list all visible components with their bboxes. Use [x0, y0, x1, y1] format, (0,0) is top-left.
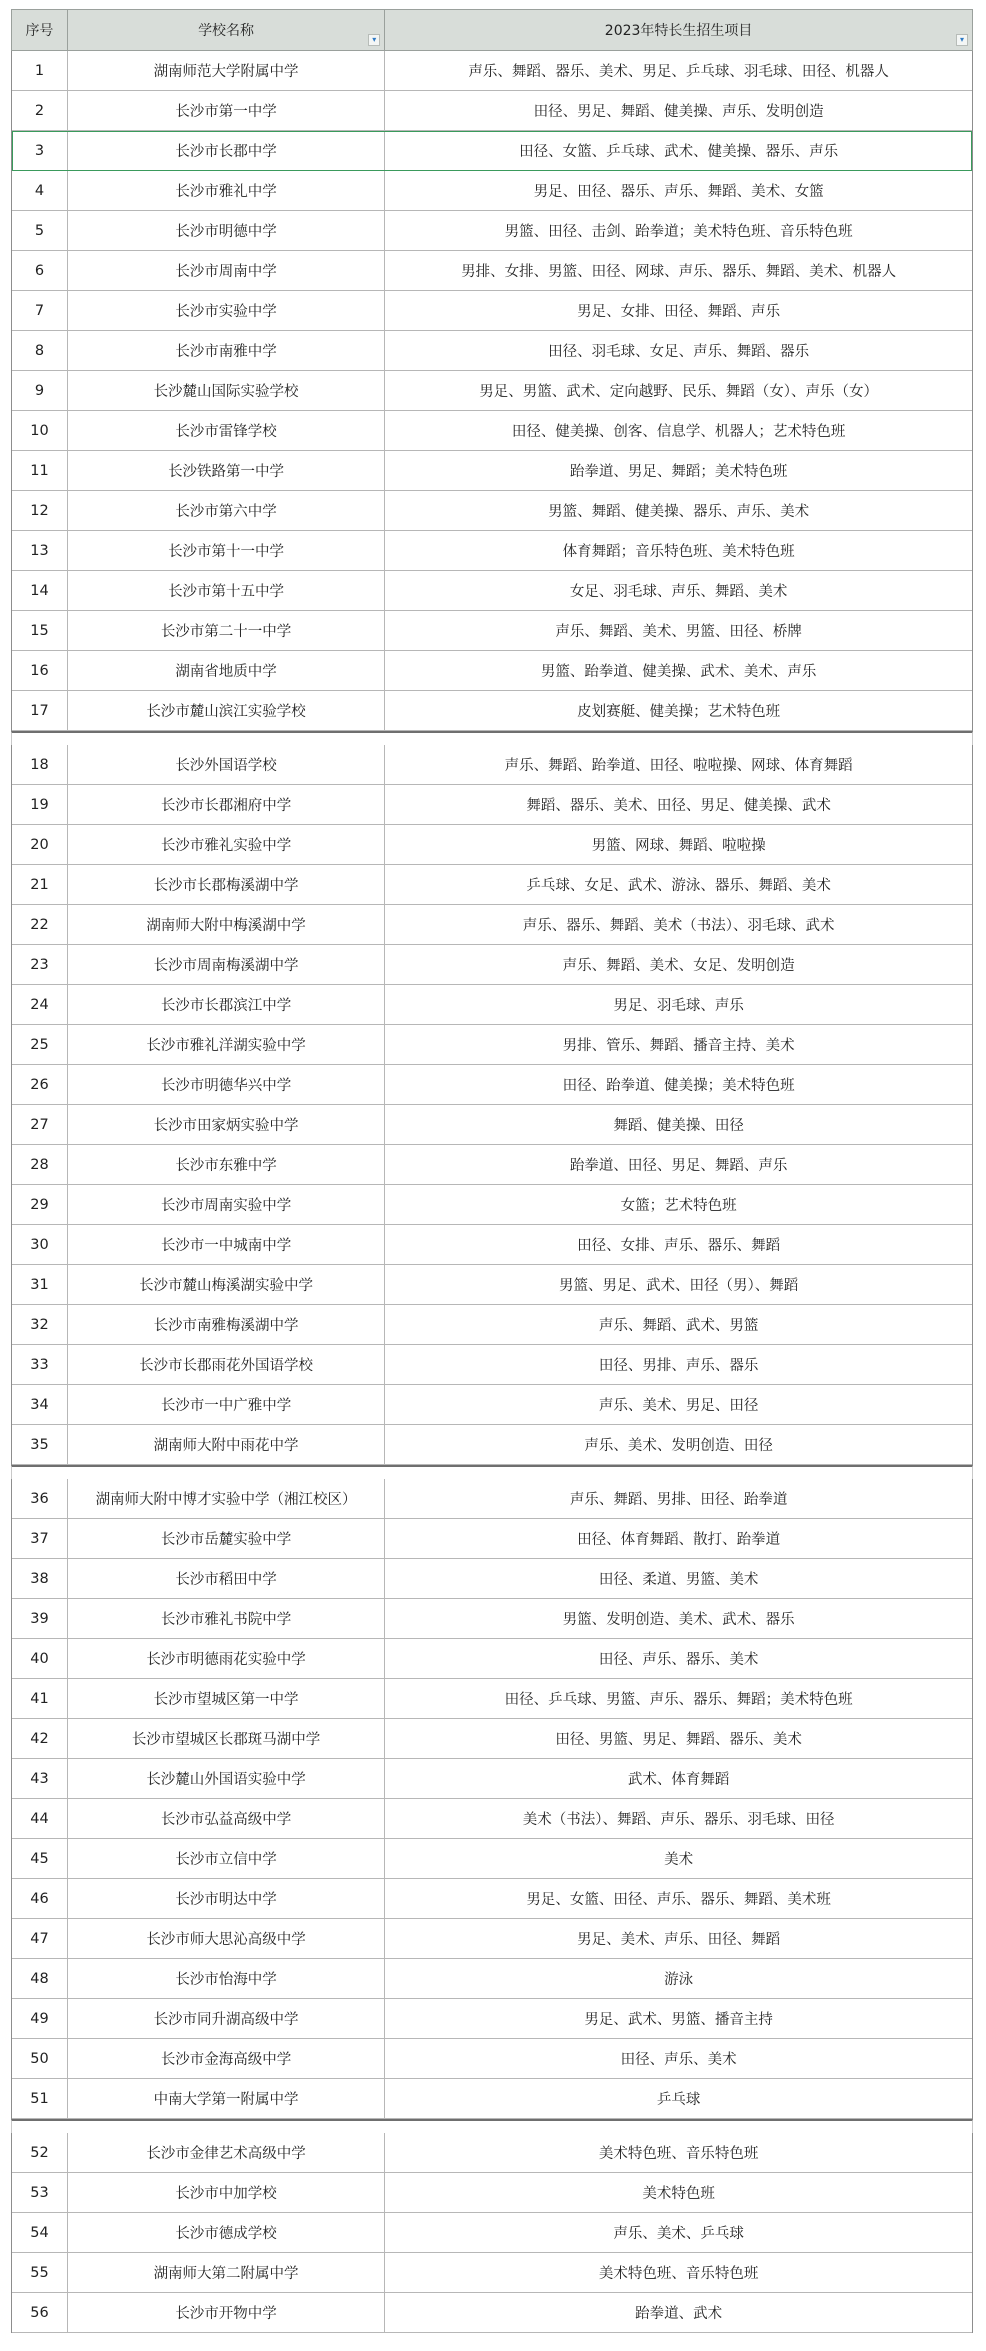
cell-school[interactable]: 长沙麓山外国语实验中学 — [68, 1759, 385, 1798]
table-row[interactable] — [12, 651, 972, 691]
cell-no[interactable]: 25 — [12, 1025, 68, 1064]
cell-school[interactable]: 长沙市一中城南中学 — [68, 1225, 385, 1264]
cell-no[interactable]: 45 — [12, 1839, 68, 1878]
cell-projects[interactable]: 声乐、舞蹈、男排、田径、跆拳道 — [569, 1492, 788, 1508]
cell-no[interactable]: 37 — [12, 1519, 68, 1558]
cell-no[interactable]: 42 — [12, 1719, 68, 1758]
cell-no[interactable]: 53 — [12, 2173, 68, 2212]
cell-school[interactable]: 长沙市金律艺术高级中学 — [68, 2133, 385, 2172]
cell-no[interactable]: 48 — [12, 1959, 68, 1998]
cell-projects[interactable]: 皮划赛艇、健美操；艺术特色班 — [577, 704, 781, 720]
table-row[interactable] — [12, 1759, 972, 1799]
table-row[interactable] — [12, 211, 972, 251]
table-row[interactable] — [12, 2173, 972, 2213]
table-row[interactable] — [12, 451, 972, 491]
cell-school[interactable]: 长沙市第十一中学 — [68, 531, 385, 570]
cell-projects[interactable]: 声乐、舞蹈、美术、男篮、田径、桥牌 — [555, 624, 802, 640]
cell-projects[interactable]: 舞蹈、器乐、美术、田径、男足、健美操、武术 — [526, 798, 831, 814]
table-row[interactable] — [12, 171, 972, 211]
cell-no[interactable]: 49 — [12, 1999, 68, 2038]
cell-projects[interactable]: 田径、男篮、男足、舞蹈、器乐、美术 — [555, 1732, 802, 1748]
table-body — [11, 51, 973, 2333]
filter-dropdown-icon[interactable]: ▾ — [368, 34, 380, 46]
cell-projects[interactable]: 田径、女排、声乐、器乐、舞蹈 — [577, 1238, 781, 1254]
cell-projects[interactable]: 田径、羽毛球、女足、声乐、舞蹈、器乐 — [548, 344, 810, 360]
cell-school[interactable]: 湖南师大附中博才实验中学（湘江校区） — [68, 1479, 385, 1518]
cell-no[interactable]: 55 — [12, 2253, 68, 2292]
table-row[interactable] — [12, 1425, 972, 1465]
table-row[interactable] — [12, 1145, 972, 1185]
cell-school[interactable]: 长沙市明德中学 — [68, 211, 385, 250]
table-row[interactable] — [12, 1599, 972, 1639]
cell-projects[interactable]: 声乐、舞蹈、武术、男篮 — [598, 1318, 759, 1334]
cell-no[interactable]: 6 — [12, 251, 68, 290]
cell-school[interactable]: 长沙市第一中学 — [68, 91, 385, 130]
table-row[interactable] — [12, 1225, 972, 1265]
table-row[interactable] — [12, 2133, 972, 2173]
cell-school[interactable]: 长沙市第十五中学 — [68, 571, 385, 610]
cell-no[interactable]: 7 — [12, 291, 68, 330]
cell-school[interactable]: 长沙市明德雨花实验中学 — [68, 1639, 385, 1678]
table-row[interactable] — [12, 1385, 972, 1425]
cell-school[interactable]: 长沙市稻田中学 — [68, 1559, 385, 1598]
cell-no[interactable]: 27 — [12, 1105, 68, 1144]
cell-projects[interactable]: 田径、女篮、乒乓球、武术、健美操、器乐、声乐 — [519, 144, 839, 160]
cell-projects[interactable]: 声乐、舞蹈、器乐、美术、男足、乒乓球、羽毛球、田径、机器人 — [468, 64, 889, 80]
table-row[interactable] — [12, 1345, 972, 1385]
row-group — [11, 51, 973, 731]
cell-projects[interactable]: 男篮、网球、舞蹈、啦啦操 — [591, 838, 766, 854]
cell-no[interactable]: 13 — [12, 531, 68, 570]
cell-no[interactable]: 56 — [12, 2293, 68, 2332]
cell-projects[interactable]: 田径、声乐、美术 — [620, 2052, 737, 2068]
cell-school[interactable]: 长沙市师大思沁高级中学 — [68, 1919, 385, 1958]
table-row[interactable] — [12, 1305, 972, 1345]
cell-no[interactable]: 52 — [12, 2133, 68, 2172]
table-row[interactable] — [12, 1679, 972, 1719]
cell-no[interactable]: 38 — [12, 1559, 68, 1598]
table-row[interactable] — [12, 691, 972, 731]
row-group — [11, 745, 973, 1465]
cell-school[interactable]: 长沙市长郡梅溪湖中学 — [68, 865, 385, 904]
header-no-label: 序号 — [25, 23, 54, 39]
table-row[interactable] — [12, 1999, 972, 2039]
cell-projects[interactable]: 男足、田径、器乐、声乐、舞蹈、美术、女篮 — [533, 184, 824, 200]
table-row[interactable] — [12, 1519, 972, 1559]
cell-school[interactable]: 长沙市麓山梅溪湖实验中学 — [68, 1265, 385, 1304]
cell-no[interactable]: 44 — [12, 1799, 68, 1838]
cell-no[interactable]: 51 — [12, 2079, 68, 2118]
cell-no[interactable]: 36 — [12, 1479, 68, 1518]
cell-school[interactable]: 长沙市第二十一中学 — [68, 611, 385, 650]
table-row[interactable] — [12, 131, 972, 171]
group-separator — [11, 1465, 973, 1479]
cell-no[interactable]: 17 — [12, 691, 68, 730]
cell-projects[interactable]: 女足、羽毛球、声乐、舞蹈、美术 — [569, 584, 788, 600]
cell-projects[interactable]: 男篮、男足、武术、田径（男）、舞蹈 — [559, 1278, 799, 1294]
cell-projects[interactable]: 武术、体育舞蹈 — [627, 1772, 730, 1788]
cell-no[interactable]: 15 — [12, 611, 68, 650]
table-row[interactable] — [12, 611, 972, 651]
cell-no[interactable]: 34 — [12, 1385, 68, 1424]
cell-no[interactable]: 33 — [12, 1345, 68, 1384]
cell-school[interactable]: 长沙市第六中学 — [68, 491, 385, 530]
table-row[interactable] — [12, 1105, 972, 1145]
cell-school[interactable]: 长沙市南雅梅溪湖中学 — [68, 1305, 385, 1344]
cell-projects[interactable]: 跆拳道、武术 — [635, 2306, 723, 2322]
cell-projects[interactable]: 男足、羽毛球、声乐 — [613, 998, 744, 1014]
cell-no[interactable]: 14 — [12, 571, 68, 610]
cell-no[interactable]: 2 — [12, 91, 68, 130]
table-row[interactable] — [12, 251, 972, 291]
table-row[interactable] — [12, 865, 972, 905]
cell-no[interactable]: 21 — [12, 865, 68, 904]
cell-school[interactable]: 长沙市中加学校 — [68, 2173, 385, 2212]
cell-school[interactable]: 湖南省地质中学 — [68, 651, 385, 690]
table-row[interactable] — [12, 1879, 972, 1919]
cell-projects[interactable]: 声乐、美术、乒乓球 — [613, 2226, 744, 2242]
cell-school[interactable]: 长沙市弘益高级中学 — [68, 1799, 385, 1838]
table-row[interactable] — [12, 2039, 972, 2079]
cell-school[interactable]: 长沙市周南梅溪湖中学 — [68, 945, 385, 984]
cell-projects[interactable]: 声乐、美术、发明创造、田径 — [584, 1438, 773, 1454]
table-row[interactable] — [12, 1025, 972, 1065]
cell-projects[interactable]: 田径、柔道、男篮、美术 — [598, 1572, 759, 1588]
cell-school[interactable]: 长沙市怡海中学 — [68, 1959, 385, 1998]
cell-no[interactable]: 46 — [12, 1879, 68, 1918]
cell-projects[interactable]: 男足、男篮、武术、定向越野、民乐、舞蹈（女）、声乐（女） — [479, 384, 878, 400]
cell-projects[interactable]: 田径、男足、舞蹈、健美操、声乐、发明创造 — [533, 104, 824, 120]
cell-school[interactable]: 长沙铁路第一中学 — [68, 451, 385, 490]
cell-projects[interactable]: 男排、管乐、舞蹈、播音主持、美术 — [562, 1038, 795, 1054]
header-school-label: 学校名称 — [198, 23, 255, 39]
cell-school[interactable]: 长沙市德成学校 — [68, 2213, 385, 2252]
row-group — [11, 2133, 973, 2333]
cell-projects[interactable]: 声乐、舞蹈、跆拳道、田径、啦啦操、网球、体育舞蹈 — [504, 758, 853, 774]
table-row[interactable] — [12, 371, 972, 411]
cell-school[interactable]: 长沙市一中广雅中学 — [68, 1385, 385, 1424]
cell-no[interactable]: 8 — [12, 331, 68, 370]
group-separator — [11, 2119, 973, 2133]
cell-no[interactable]: 24 — [12, 985, 68, 1024]
cell-school[interactable]: 长沙市望城区长郡斑马湖中学 — [68, 1719, 385, 1758]
cell-projects[interactable]: 男足、女排、田径、舞蹈、声乐 — [577, 304, 781, 320]
table-row[interactable] — [12, 331, 972, 371]
table-row[interactable] — [12, 491, 972, 531]
table-row[interactable] — [12, 905, 972, 945]
table-row[interactable] — [12, 1559, 972, 1599]
cell-no[interactable]: 32 — [12, 1305, 68, 1344]
header-no[interactable] — [12, 10, 68, 50]
cell-school[interactable]: 长沙市雅礼书院中学 — [68, 1599, 385, 1638]
table-row[interactable] — [12, 1799, 972, 1839]
cell-projects[interactable]: 田径、乒乓球、男篮、声乐、器乐、舞蹈；美术特色班 — [504, 1692, 853, 1708]
cell-school[interactable]: 长沙市金海高级中学 — [68, 2039, 385, 2078]
cell-no[interactable]: 29 — [12, 1185, 68, 1224]
cell-school[interactable]: 长沙外国语学校 — [68, 745, 385, 784]
cell-school[interactable]: 湖南师大附中雨花中学 — [68, 1425, 385, 1464]
table-row[interactable] — [12, 1185, 972, 1225]
cell-projects[interactable]: 声乐、舞蹈、美术、女足、发明创造 — [562, 958, 795, 974]
table-row[interactable] — [12, 825, 972, 865]
table-row[interactable] — [12, 785, 972, 825]
filter-dropdown-icon[interactable]: ▾ — [956, 34, 968, 46]
cell-projects[interactable]: 美术 — [664, 1852, 694, 1868]
cell-school[interactable]: 长沙市立信中学 — [68, 1839, 385, 1878]
cell-no[interactable]: 5 — [12, 211, 68, 250]
cell-school[interactable]: 长沙市明德华兴中学 — [68, 1065, 385, 1104]
table-row[interactable] — [12, 411, 972, 451]
cell-projects[interactable]: 美术特色班、音乐特色班 — [598, 2266, 759, 2282]
table-row[interactable] — [12, 531, 972, 571]
cell-no[interactable]: 30 — [12, 1225, 68, 1264]
cell-projects[interactable]: 田径、健美操、创客、信息学、机器人；艺术特色班 — [511, 424, 846, 440]
table-row[interactable] — [12, 2079, 972, 2119]
cell-projects[interactable]: 舞蹈、健美操、田径 — [613, 1118, 744, 1134]
table-row[interactable] — [12, 1919, 972, 1959]
table-row[interactable] — [12, 571, 972, 611]
cell-no[interactable]: 1 — [12, 51, 68, 90]
cell-no[interactable]: 54 — [12, 2213, 68, 2252]
cell-school[interactable]: 长沙市开物中学 — [68, 2293, 385, 2332]
table-row[interactable] — [12, 91, 972, 131]
cell-school[interactable]: 湖南师范大学附属中学 — [68, 51, 385, 90]
header-row — [11, 9, 973, 51]
table-row[interactable] — [12, 1719, 972, 1759]
cell-projects[interactable]: 田径、跆拳道、健美操；美术特色班 — [562, 1078, 795, 1094]
cell-no[interactable]: 22 — [12, 905, 68, 944]
cell-projects[interactable]: 男排、女排、男篮、田径、网球、声乐、器乐、舞蹈、美术、机器人 — [461, 264, 897, 280]
cell-no[interactable]: 9 — [12, 371, 68, 410]
table-row[interactable] — [12, 945, 972, 985]
cell-no[interactable]: 40 — [12, 1639, 68, 1678]
cell-school[interactable]: 长沙市望城区第一中学 — [68, 1679, 385, 1718]
cell-no[interactable]: 26 — [12, 1065, 68, 1104]
header-school[interactable] — [68, 10, 385, 50]
table-row[interactable] — [12, 2253, 972, 2293]
cell-projects[interactable]: 田径、声乐、器乐、美术 — [598, 1652, 759, 1668]
cell-projects[interactable]: 男足、武术、男篮、播音主持 — [584, 2012, 773, 2028]
cell-projects[interactable]: 男足、美术、声乐、田径、舞蹈 — [577, 1932, 781, 1948]
cell-projects[interactable]: 田径、体育舞蹈、散打、跆拳道 — [577, 1532, 781, 1548]
cell-no[interactable]: 31 — [12, 1265, 68, 1304]
spreadsheet — [11, 9, 973, 2333]
cell-school[interactable]: 长沙市雅礼实验中学 — [68, 825, 385, 864]
table-row[interactable] — [12, 985, 972, 1025]
cell-no[interactable]: 10 — [12, 411, 68, 450]
cell-no[interactable]: 4 — [12, 171, 68, 210]
cell-projects[interactable]: 美术（书法）、舞蹈、声乐、器乐、羽毛球、田径 — [522, 1812, 835, 1828]
header-projects-label: 2023年特长生招生项目 — [604, 23, 753, 39]
table-row[interactable] — [12, 1265, 972, 1305]
cell-school[interactable]: 长沙市麓山滨江实验学校 — [68, 691, 385, 730]
cell-no[interactable]: 3 — [12, 131, 68, 170]
cell-school[interactable]: 长沙市雅礼洋湖实验中学 — [68, 1025, 385, 1064]
cell-projects[interactable]: 乒乓球、女足、武术、游泳、器乐、舞蹈、美术 — [526, 878, 831, 894]
table-row[interactable] — [12, 745, 972, 785]
table-row[interactable] — [12, 1839, 972, 1879]
header-projects[interactable] — [385, 10, 972, 50]
cell-school[interactable]: 长沙市雷锋学校 — [68, 411, 385, 450]
table-row[interactable] — [12, 291, 972, 331]
cell-no[interactable]: 35 — [12, 1425, 68, 1464]
cell-school[interactable]: 长沙市周南实验中学 — [68, 1185, 385, 1224]
cell-school[interactable]: 长沙市东雅中学 — [68, 1145, 385, 1184]
cell-school[interactable]: 长沙市岳麓实验中学 — [68, 1519, 385, 1558]
table-row[interactable] — [12, 2213, 972, 2253]
table-row[interactable] — [12, 1065, 972, 1105]
cell-no[interactable]: 41 — [12, 1679, 68, 1718]
cell-school[interactable]: 长沙市田家炳实验中学 — [68, 1105, 385, 1144]
group-separator — [11, 731, 973, 745]
cell-no[interactable]: 19 — [12, 785, 68, 824]
table-row[interactable] — [12, 1639, 972, 1679]
cell-school[interactable]: 长沙市雅礼中学 — [68, 171, 385, 210]
cell-no[interactable]: 12 — [12, 491, 68, 530]
cell-school[interactable]: 长沙市明达中学 — [68, 1879, 385, 1918]
cell-school[interactable]: 长沙市长郡中学 — [68, 131, 385, 170]
cell-no[interactable]: 11 — [12, 451, 68, 490]
cell-projects[interactable]: 男篮、发明创造、美术、武术、器乐 — [562, 1612, 795, 1628]
cell-no[interactable]: 50 — [12, 2039, 68, 2078]
cell-projects[interactable]: 男篮、田径、击剑、跆拳道；美术特色班、音乐特色班 — [504, 224, 853, 240]
cell-no[interactable]: 18 — [12, 745, 68, 784]
cell-projects[interactable]: 游泳 — [664, 1972, 694, 1988]
cell-school[interactable]: 长沙市长郡滨江中学 — [68, 985, 385, 1024]
cell-projects[interactable]: 跆拳道、男足、舞蹈；美术特色班 — [569, 464, 788, 480]
cell-no[interactable]: 20 — [12, 825, 68, 864]
cell-projects[interactable]: 男足、女篮、田径、声乐、器乐、舞蹈、美术班 — [526, 1892, 831, 1908]
cell-projects[interactable]: 体育舞蹈；音乐特色班、美术特色班 — [562, 544, 795, 560]
row-group — [11, 1479, 973, 2119]
cell-school[interactable]: 长沙市同升湖高级中学 — [68, 1999, 385, 2038]
cell-projects[interactable]: 女篮；艺术特色班 — [620, 1198, 737, 1214]
cell-no[interactable]: 43 — [12, 1759, 68, 1798]
cell-school[interactable]: 湖南师大附中梅溪湖中学 — [68, 905, 385, 944]
cell-projects[interactable]: 声乐、器乐、舞蹈、美术（书法）、羽毛球、武术 — [522, 918, 835, 934]
cell-projects[interactable]: 美术特色班 — [642, 2186, 715, 2202]
cell-projects[interactable]: 男篮、跆拳道、健美操、武术、美术、声乐 — [540, 664, 817, 680]
cell-projects[interactable]: 美术特色班、音乐特色班 — [598, 2146, 759, 2162]
cell-no[interactable]: 28 — [12, 1145, 68, 1184]
table-row[interactable] — [12, 51, 972, 91]
table-row[interactable] — [12, 2293, 972, 2333]
cell-projects[interactable]: 跆拳道、田径、男足、舞蹈、声乐 — [569, 1158, 788, 1174]
cell-no[interactable]: 39 — [12, 1599, 68, 1638]
cell-projects[interactable]: 声乐、美术、男足、田径 — [598, 1398, 759, 1414]
cell-projects[interactable]: 乒乓球 — [656, 2092, 701, 2108]
table-row[interactable] — [12, 1479, 972, 1519]
cell-no[interactable]: 47 — [12, 1919, 68, 1958]
table-row[interactable] — [12, 1959, 972, 1999]
cell-school[interactable]: 长沙市周南中学 — [68, 251, 385, 290]
cell-school[interactable]: 长沙市长郡湘府中学 — [68, 785, 385, 824]
cell-school[interactable]: 湖南师大第二附属中学 — [68, 2253, 385, 2292]
cell-projects[interactable]: 田径、男排、声乐、器乐 — [598, 1358, 759, 1374]
cell-school[interactable]: 长沙市实验中学 — [68, 291, 385, 330]
cell-no[interactable]: 16 — [12, 651, 68, 690]
cell-projects[interactable]: 男篮、舞蹈、健美操、器乐、声乐、美术 — [548, 504, 810, 520]
cell-school[interactable]: 中南大学第一附属中学 — [68, 2079, 385, 2118]
cell-school[interactable]: 长沙市长郡雨花外国语学校 — [68, 1345, 385, 1384]
cell-school[interactable]: 长沙麓山国际实验学校 — [68, 371, 385, 410]
cell-no[interactable]: 23 — [12, 945, 68, 984]
cell-school[interactable]: 长沙市南雅中学 — [68, 331, 385, 370]
